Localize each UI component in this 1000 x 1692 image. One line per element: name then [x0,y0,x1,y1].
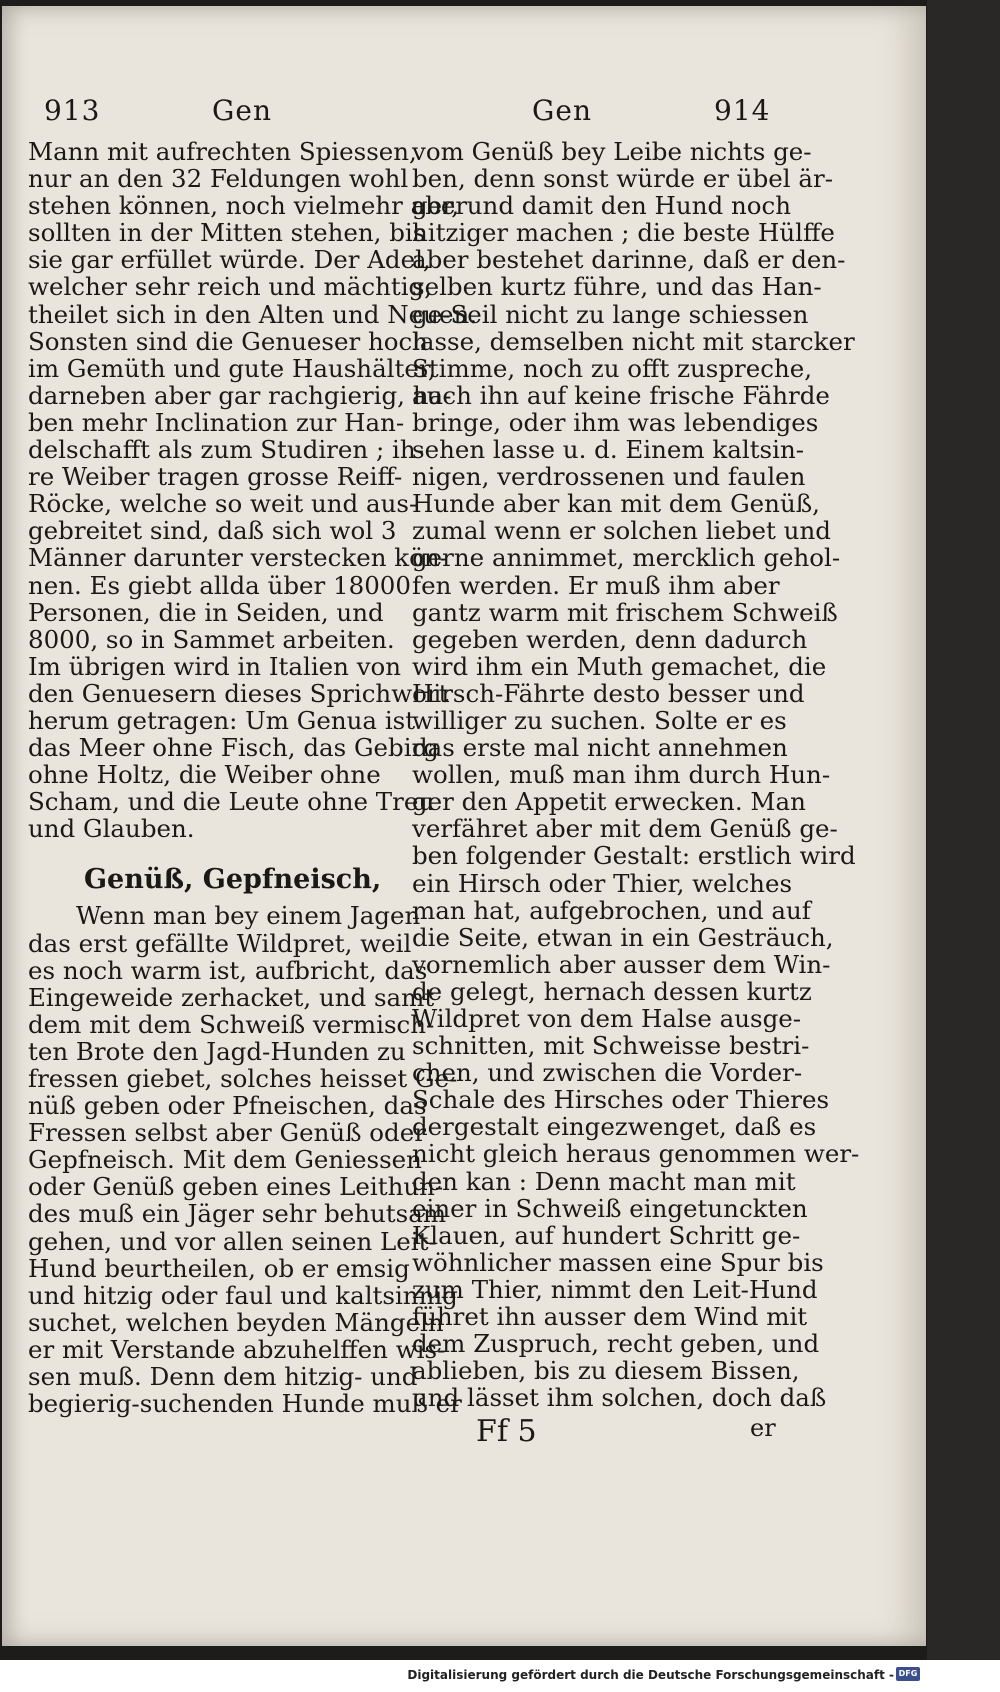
text-line: herum getragen: Um Genua ist [28,705,416,735]
text-line: Wenn man bey einem Jagen [76,901,421,931]
text-line: ger den Appetit erwecken. Man [412,787,806,817]
text-line: darneben aber gar rachgierig, ha- [28,380,452,410]
text-line: einer in Schweiß eingetunckten [412,1193,808,1223]
text-line: vornemlich aber ausser dem Win- [412,949,831,979]
text-line: re Weiber tragen grosse Reiff- [28,462,403,492]
text-line: lasse, demselben nicht mit starcker [412,326,855,356]
text-line: 8000, so in Sammet arbeiten. [28,624,395,654]
text-line: im Gemüth und gute Haushälter, [28,353,436,383]
catchword: er [750,1414,776,1442]
text-line: Schale des Hirsches oder Thieres [412,1085,830,1115]
text-line: Hunde aber kan mit dem Genüß, [412,489,820,519]
text-line: stehen können, noch vielmehr aber [28,191,468,221]
running-head-left: Gen [212,94,272,127]
text-line: wollen, muß man ihm durch Hun- [412,760,831,790]
dfg-logo-icon: DFG [896,1667,920,1681]
footer-bar [0,1660,1000,1692]
text-line: gehen, und vor allen seinen Leit- [28,1226,437,1256]
text-line: den kan : Denn macht man mit [412,1166,796,1196]
text-line: Röcke, welche so weit und aus- [28,489,418,519]
text-line: verfähret aber mit dem Genüß ge- [412,814,838,844]
left-column [28,137,478,1419]
text-line: Fressen selbst aber Genüß oder [28,1118,426,1148]
text-line: ablieben, bis zu diesem Bissen, [412,1356,800,1386]
text-line: Scham, und die Leute ohne Treu [28,787,435,817]
page-number-right: 914 [714,94,771,127]
text-line: hitziger machen ; die beste Hülffe [412,218,835,248]
text-line: nen. Es giebt allda über 18000 [28,570,411,600]
text-line: Personen, die in Seiden, und [28,597,384,627]
text-line: wird ihm ein Muth gemachet, die [412,651,827,681]
text-line: er mit Verstande abzuhelffen wis- [28,1334,446,1364]
text-line: nur an den 32 Feldungen wohl [28,164,409,194]
book-page [2,6,926,1646]
text-line: und lässet ihm solchen, doch daß [412,1383,827,1413]
text-line: gerne annimmet, mercklich gehol- [412,543,841,573]
text-line: welcher sehr reich und mächtig, [28,272,433,302]
text-line: fressen giebet, solches heisset Ge- [28,1064,458,1093]
page-number-left: 913 [44,94,101,127]
text-line: Wildpret von dem Halse ausge- [412,1004,802,1033]
text-line: sie gar erfüllet würde. Der Adel, [28,245,431,275]
text-line: selben kurtz führe, und das Han- [412,272,822,302]
text-line: zumal wenn er solchen liebet und [412,516,831,546]
text-line: suchet, welchen beyden Mängeln [28,1307,444,1337]
text-line: Hund beurtheilen, ob er emsig [28,1253,410,1283]
text-line: das erst gefällte Wildpret, weil [28,928,412,958]
text-line: das Meer ohne Fisch, das Gebirg [28,733,439,763]
text-line: Im übrigen wird in Italien von [28,651,402,681]
text-line: und Glauben. [28,814,195,844]
text-line: dem Zuspruch, recht geben, und [412,1329,820,1359]
signature-mark: Ff 5 [476,1414,537,1449]
text-line: wöhnlicher massen eine Spur bis [412,1247,824,1277]
text-line: ben, denn sonst würde er übel är- [412,164,833,194]
text-line: ben folgender Gestalt: erstlich wird [412,841,856,871]
text-line: Mann mit aufrechten Spiessen, [28,137,417,166]
text-line: auch ihn auf keine frische Fährde [412,380,830,410]
text-line: zum Thier, nimmt den Leit-Hund [412,1274,818,1304]
text-line: Gepfneisch. Mit dem Geniessen [28,1145,422,1175]
text-line: delschafft als zum Studiren ; ih- [28,435,424,465]
text-line: und hitzig oder faul und kaltsinnig [28,1280,458,1310]
text-line: begierig-suchenden Hunde muß er [28,1389,462,1419]
text-line: ge-Seil nicht zu lange schiessen [412,299,809,329]
text-line: Eingeweide zerhacket, und samt [28,982,435,1012]
running-head-right: Gen [532,94,592,127]
text-line: dergestalt eingezwenget, daß es [412,1112,817,1142]
text-line: Klauen, auf hundert Schritt ge- [412,1220,801,1250]
text-line: ten Brote den Jagd-Hunden zu [28,1036,406,1066]
text-line: bringe, oder ihm was lebendiges [412,407,819,437]
text-line: Männer darunter verstecken kön- [28,543,448,573]
text-line: williger zu suchen. Solte er es [412,705,787,735]
text-line: chen, und zwischen die Vorder- [412,1058,803,1088]
text-line: ohne Holtz, die Weiber ohne [28,760,381,790]
text-line: nicht gleich heraus genommen wer- [412,1139,860,1169]
text-line: aber bestehet darinne, daß er den- [412,245,846,275]
text-line: Hirsch-Fährte desto besser und [412,678,805,708]
text-line: die Seite, etwan in ein Gesträuch, [412,922,834,952]
text-line: theilet sich in den Alten und Neuen. [28,299,478,329]
text-line: gebreitet sind, daß sich wol 3 [28,516,397,546]
text-line: vom Genüß bey Leibe nichts ge- [412,137,812,166]
text-line: ein Hirsch oder Thier, welches [412,868,793,898]
text-line: gantz warm mit frischem Schweiß [412,597,838,627]
section-heading: Genüß, Gepfneisch, [84,864,382,896]
text-line: schnitten, mit Schweisse bestri- [412,1031,810,1061]
text-line: gegeben werden, denn dadurch [412,624,808,654]
text-line: sehen lasse u. d. Einem kaltsin- [412,435,805,465]
text-line: nigen, verdrossenen und faulen [412,462,806,492]
text-line: es noch warm ist, aufbricht, das [28,955,428,985]
text-line: des muß ein Jäger sehr behutsam [28,1199,447,1229]
text-line: ger, und damit den Hund noch [412,191,791,221]
text-line: sen muß. Denn dem hitzig- und [28,1362,418,1392]
text-line: führet ihn ausser dem Wind mit [412,1302,808,1332]
text-line: Stimme, noch zu offt zuspreche, [412,353,813,383]
text-line: Sonsten sind die Genueser hoch [28,326,428,356]
text-line: das erste mal nicht annehmen [412,733,788,763]
text-line: fen werden. Er muß ihm aber [412,570,780,600]
text-line: dem mit dem Schweiß vermisch- [28,1009,435,1039]
funding-credit: Digitalisierung gefördert durch die Deutsche Forschungsgemeinschaft - [407,1668,894,1682]
text-line: de gelegt, hernach dessen kurtz [412,976,812,1006]
text-line: nüß geben oder Pfneischen, das [28,1091,427,1121]
right-column [412,137,860,1413]
text-line: man hat, aufgebrochen, und auf [412,895,811,925]
text-line: ben mehr Inclination zur Han- [28,407,405,437]
text-line: den Genuesern dieses Sprichwort [28,678,449,708]
text-line: sollten in der Mitten stehen, bis [28,218,426,248]
text-line: oder Genüß geben eines Leithun- [28,1172,444,1202]
